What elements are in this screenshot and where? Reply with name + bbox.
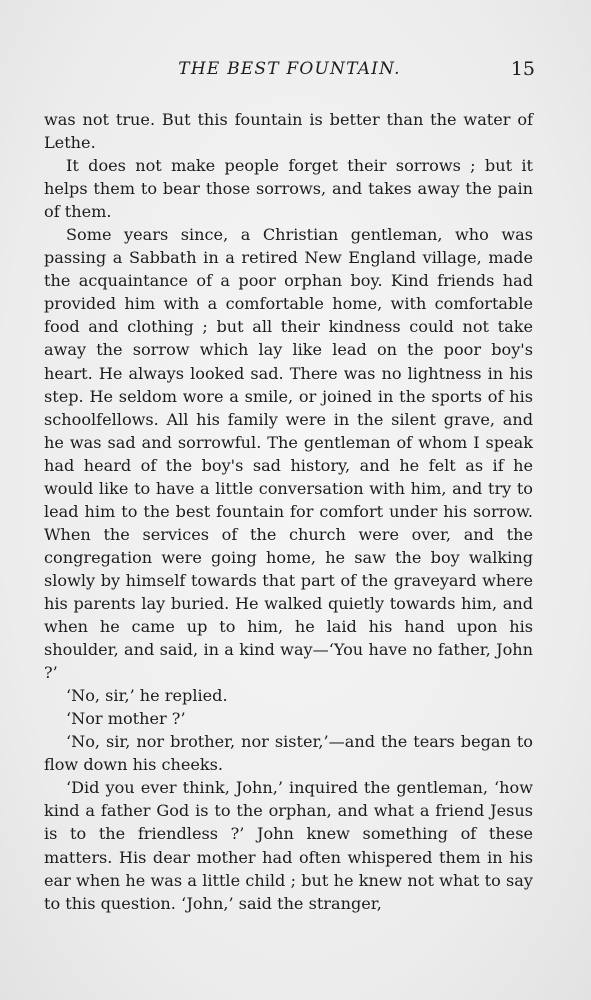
page-header (44, 59, 535, 89)
paragraph: ‘Did you ever think, John,’ inquired the gentleman, ‘how kind a father God is to the orphan, and what a friend Jesus is to the friendless ?’ John knew something of these matters. His dear mother had often whispered them in his ear when he was a little child ; but he knew not what to say to this question. ‘John,’ said the stranger, (44, 778, 533, 913)
page-number: 15 (510, 58, 535, 80)
paragraph: Some years since, a Christian gentleman, who was passing a Sabbath in a retired New England village, made the acquaintance of a poor orphan boy. Kind friends had provided him with a comfortable home, with comfortable food and clothing ; but all their kindness could not take away the sorrow which lay like lead on the poor boy's heart. He always looked sad. There was no lightness in his step. He seldom wore a smile, or joined in the sports of his schoolfellows. All his family were in the silent grave, and he was sad and sorrowful. The gentleman of whom I speak had heard of the boy's sad history, and he felt as if he would like to have a little conversation with him, and try to lead him to the best fountain for comfort under his sorrow. When the services of the church were over, and the congregation were going home, he saw the boy walking slowly by himself towards that part of the graveyard where his parents lay buried. He walked quietly towards him, and when he came up to him, he laid his hand upon his shoulder, and said, in a kind way—‘You have no father, John ?’ (44, 225, 533, 683)
body-text (44, 108, 533, 915)
paragraph-continuation: was not true. But this fountain is better than the water of Lethe. (44, 110, 533, 153)
running-title: THE BEST FOUNTAIN. (178, 59, 401, 79)
dialogue-line: ‘No, sir, nor brother, nor sister,’—and the tears began to flow down his cheeks. (44, 732, 533, 775)
dialogue-line: ‘Nor mother ?’ (66, 709, 186, 729)
paragraph: It does not make people forget their sorrows ; but it helps them to bear those sorrows, and takes away the pain of them. (44, 156, 533, 222)
dialogue-line: ‘No, sir,’ he replied. (66, 686, 228, 706)
